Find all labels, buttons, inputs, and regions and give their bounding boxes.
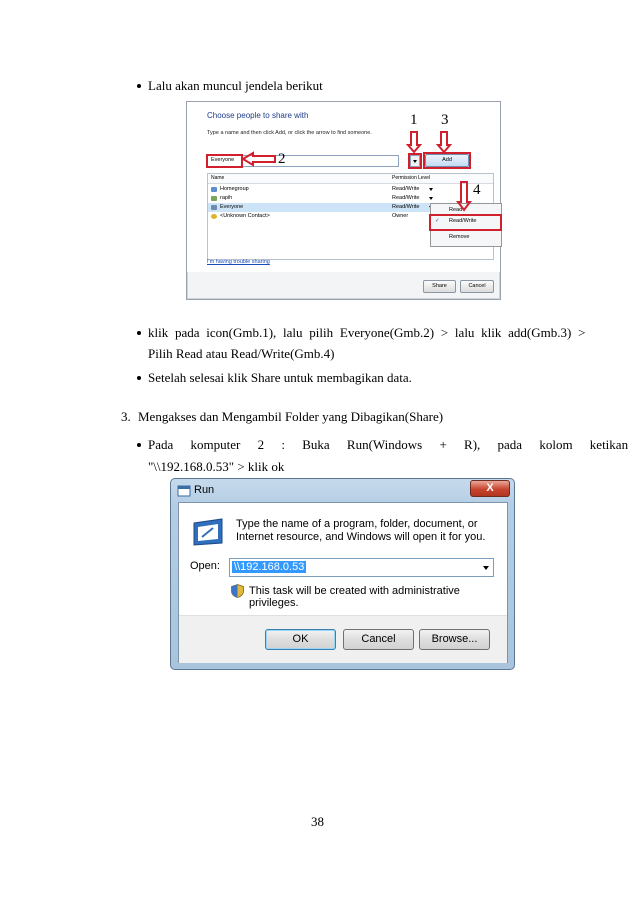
annotation-number-2: 2 [278,151,286,167]
bullet-text: Pada komputer 2 : Buka Run(Windows + R), pada kolom ketikan [148,437,629,452]
dialog-instruction: Type a name and then click Add, or click the arrow to find someone. [207,130,372,136]
add-button[interactable]: Add [425,154,469,167]
col-permission: Permission Level [392,175,431,181]
table-row[interactable]: rapih Read/Write [208,194,493,203]
annotation-number-4: 4 [473,182,481,198]
bullet-dot [137,376,141,380]
run-dialog-screenshot [170,478,515,670]
bullet-dot [137,331,141,335]
cancel-button[interactable]: Cancel [460,280,494,293]
ok-button[interactable]: OK [265,629,336,650]
bullet-text-cont: "\\192.168.0.53" > klik ok [148,459,285,474]
section-number: 3. [121,409,131,424]
table-row[interactable]: <Unknown Contact> Owner [208,212,493,221]
arrow-down-4-icon [458,182,470,210]
run-app-icon [177,485,191,497]
run-title: Run [194,484,215,496]
trouble-sharing-link[interactable]: I'm having trouble sharing [207,259,270,265]
cancel-button[interactable]: Cancel [343,629,414,650]
open-combobox[interactable] [229,558,494,577]
run-description: Type the name of a program, folder, document, or Internet resource, and Windows will open it for you. [236,518,486,543]
arrow-down-3-icon [438,132,450,152]
chevron-down-icon[interactable] [483,566,489,570]
annotation-number-3: 3 [441,112,449,128]
run-body [178,502,508,663]
admin-note: This task will be created with administrative privileges. [249,585,460,609]
open-value: \\192.168.0.53 [234,561,305,573]
menu-item-read[interactable]: Read [449,207,463,213]
arrow-down-1-icon [408,132,420,152]
table-row[interactable]: Everyone Read/Write [208,203,493,212]
bullet-text-cont: Pilih Read atau Read/Write(Gmb.4) [148,346,335,361]
col-name: Name [211,175,225,181]
close-button[interactable]: X [470,480,510,497]
menu-item-readwrite[interactable]: Read/Write [449,218,477,224]
arrow-left-2-icon [243,153,275,165]
table-row[interactable]: Homegroup Read/Write [208,185,493,194]
share-dialog-screenshot [186,101,501,300]
dialog-title: Choose people to share with [207,111,309,120]
bullet-dot [137,84,141,88]
annotation-arrows [187,102,500,299]
section-heading: Mengakses dan Mengambil Folder yang Dibagikan(Share) [138,409,444,424]
shield-icon [231,584,244,598]
run-program-icon [191,517,225,547]
annotation-number-1: 1 [410,112,418,128]
bullet-dot [137,443,141,447]
bullet-text: Lalu akan muncul jendela berikut [148,78,323,93]
page-number: 38 [311,814,324,829]
open-label: Open: [190,560,220,572]
check-icon: ✓ [435,218,440,224]
browse-button[interactable]: Browse... [419,629,490,650]
bullet-text: Setelah selesai klik Share untuk membagikan data. [148,370,412,385]
menu-item-remove[interactable]: Remove [449,234,470,240]
name-input-value: Everyone [211,157,235,163]
bullet-text: klik pada icon(Gmb.1), lalu pilih Everyone(Gmb.2) > lalu klik add(Gmb.3) > [148,325,586,340]
share-button[interactable]: Share [423,280,456,293]
